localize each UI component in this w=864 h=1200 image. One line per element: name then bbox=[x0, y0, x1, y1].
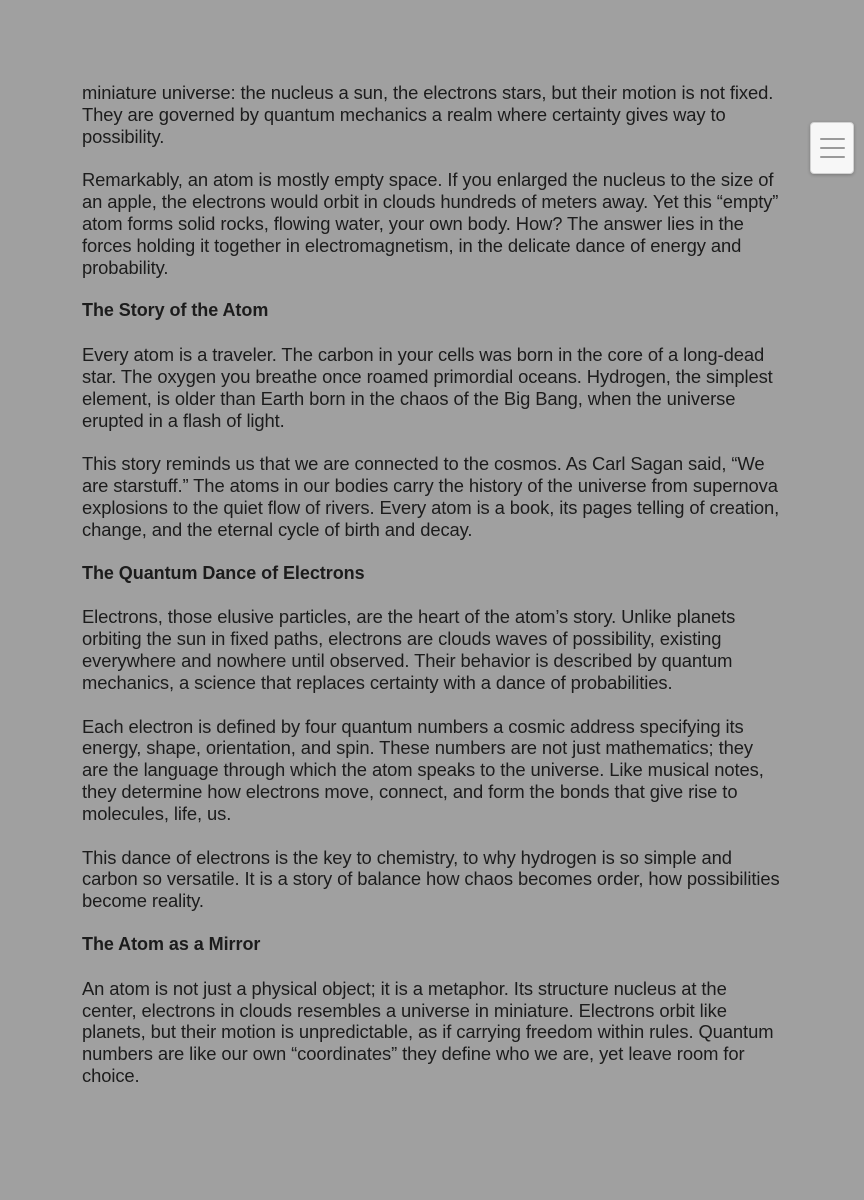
article-paragraph: Each electron is defined by four quantum numbers a cosmic address specifying its energy, shape, orientation, and spin. These numbers are not just mathematics; they are the language through which the atom speaks to the universe. Like musical notes, they determine how electrons move, connect, and form the bonds that give rise to molecules, life, us. bbox=[82, 715, 764, 824]
section-heading: The Story of the Atom bbox=[82, 300, 269, 321]
article-paragraph: This story reminds us that we are connected to the cosmos. As Carl Sagan said, “We are starstuff.” The atoms in our bodies carry the history of the universe from supernova explosions to the quiet flow of rivers. Every atom is a book, its pages telling of creation, change, and the eternal cycle of birth and decay. bbox=[82, 453, 780, 540]
article-paragraph: This dance of electrons is the key to chemistry, to why hydrogen is so simple and carbon so versatile. It is a story of balance how chaos becomes order, how possibilities become reality. bbox=[82, 846, 780, 912]
article-paragraph: Electrons, those elusive particles, are the heart of the atom’s story. Unlike planets orbiting the sun in fixed paths, electrons are clouds waves of possibility, existing everywhere and nowhere until observed. Their behavior is described by quantum mechanics, a science that replaces certainty with a dance of probabilities. bbox=[82, 606, 736, 693]
section-heading: The Quantum Dance of Electrons bbox=[82, 562, 365, 583]
article-paragraph: Every atom is a traveler. The carbon in your cells was born in the core of a long-dead star. The oxygen you breathe once roamed primordial oceans. Hydrogen, the simplest element, is older than Earth born in the chaos of the Big Bang, when the universe erupted in a flash of light. bbox=[82, 344, 773, 431]
article-paragraph: miniature universe: the nucleus a sun, the electrons stars, but their motion is not fixed. They are governed by quantum mechanics a realm where certainty gives way to possibility. bbox=[82, 82, 774, 147]
menu-button[interactable] bbox=[810, 122, 854, 174]
article-body bbox=[82, 82, 782, 1109]
article-paragraph: Remarkably, an atom is mostly empty space. If you enlarged the nucleus to the size of an apple, the electrons would orbit in clouds hundreds of meters away. Yet this “empty” atom forms solid rocks, flowing water, your own body. How? The answer lies in the forces holding it together in electromagnetism, in the delicate dance of energy and probability. bbox=[82, 169, 779, 278]
section-heading: The Atom as a Mirror bbox=[82, 933, 261, 954]
article-paragraph: An atom is not just a physical object; it is a metaphor. Its structure nucleus at the center, electrons in clouds resembles a universe in miniature. Electrons orbit like planets, but their motion is unpredictable, as if carrying freedom within rules. Quantum numbers are like our own “coordinates” they define who we are, yet leave room for choice. bbox=[82, 977, 774, 1086]
